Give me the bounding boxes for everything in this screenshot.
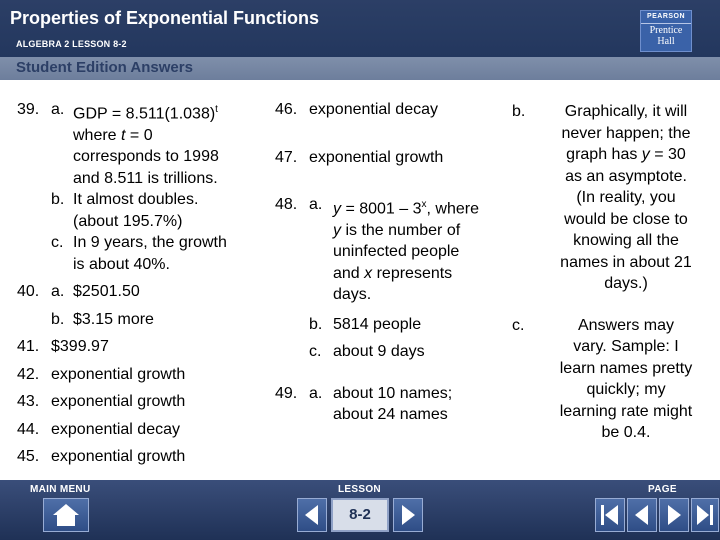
answer-text: learning rate might — [559, 402, 693, 420]
answers-column-2 — [275, 99, 515, 426]
answer-39c — [17, 232, 262, 275]
answer-49a — [275, 383, 515, 426]
answer-45 — [17, 446, 262, 468]
answer-text: exponential growth — [51, 448, 186, 466]
answer-text: (about 195.7%) — [73, 212, 183, 230]
answer-text: exponential decay — [309, 101, 438, 118]
lesson-prev-button[interactable] — [297, 498, 327, 532]
main-menu-label: MAIN MENU — [30, 484, 91, 495]
answer-43 — [17, 391, 262, 413]
answer-text-fragment: GDP = 8.511(1.038) — [73, 105, 216, 123]
answer-text: days. — [333, 286, 372, 304]
footer-nav — [0, 480, 720, 540]
part-letter: a. — [51, 101, 65, 118]
logo-line2: Hall — [657, 36, 675, 47]
answer-text: (In reality, you — [576, 189, 676, 206]
page-label: PAGE — [648, 484, 677, 495]
answer-text-fragment: graph has — [566, 146, 642, 163]
answer-text — [73, 99, 262, 125]
answer-48a — [275, 194, 515, 306]
header-bar — [0, 0, 720, 57]
triangle-right-icon — [660, 499, 688, 531]
section-bar — [0, 57, 720, 80]
page-next-button[interactable] — [659, 498, 689, 532]
skip-first-icon — [596, 499, 624, 531]
part-letter: b. — [51, 191, 65, 209]
answer-text-fragment: = 8001 – 3 — [341, 200, 422, 218]
answer-39 — [17, 99, 262, 275]
answer-text-fragment: , where — [426, 200, 479, 218]
answer-text: as an asymptote. — [565, 167, 687, 185]
page-first-button[interactable] — [595, 498, 625, 532]
answer-40b — [17, 309, 262, 331]
page-title: Properties of Exponential Functions — [10, 8, 320, 28]
answer-40a — [17, 281, 262, 303]
variable: y — [641, 146, 650, 163]
item-number: 42. — [17, 365, 40, 383]
answer-text: is about 40%. — [73, 255, 170, 273]
answer-text-fragment: = 30 — [649, 146, 686, 163]
answer-40 — [17, 281, 262, 330]
answer-text: exponential decay — [51, 420, 180, 438]
part-letter: b. — [512, 103, 526, 120]
answers-column-3 — [512, 101, 712, 444]
answer-text: names in about 21 — [560, 253, 692, 271]
answer-text: It almost doubles. — [73, 191, 199, 209]
logo-line1: Prentice — [649, 25, 683, 36]
part-letter: c. — [309, 343, 322, 361]
answer-text: uninfected people — [333, 243, 460, 261]
part-letter: a. — [309, 196, 323, 213]
answer-text-fragment: is the number of — [341, 221, 461, 239]
answer-text: knowing all the — [573, 232, 679, 249]
answer-text-fragment: and — [333, 264, 365, 282]
item-number: 43. — [17, 393, 40, 411]
section-label: Student Edition Answers — [16, 59, 193, 76]
answer-48c — [275, 341, 515, 363]
answer-text — [540, 144, 712, 166]
answer-46 — [275, 99, 515, 121]
answer-text: be 0.4. — [601, 424, 651, 441]
answer-text: would be close to — [564, 210, 688, 228]
answer-text — [333, 263, 515, 285]
item-number: 45. — [17, 448, 40, 466]
variable: y — [333, 221, 341, 239]
answer-39b — [17, 189, 262, 232]
answer-48b — [275, 314, 515, 336]
item-number: 48. — [275, 196, 298, 213]
answer-text: exponential growth — [51, 365, 186, 383]
item-number: 39. — [17, 101, 40, 118]
answer-text: exponential growth — [51, 393, 186, 411]
logo-name — [641, 25, 691, 47]
answer-text-fragment: where — [73, 126, 122, 144]
answer-text: exponential growth — [309, 148, 444, 166]
answer-text: about 10 names; — [333, 384, 453, 402]
answer-text: about 9 days — [333, 343, 425, 361]
item-number: 40. — [17, 283, 40, 301]
answer-text: never happen; the — [561, 124, 691, 142]
answer-text: $3.15 more — [73, 310, 154, 328]
variable: y — [333, 200, 341, 218]
part-letter: a. — [309, 384, 323, 402]
answer-44 — [17, 419, 262, 441]
lesson-subtitle: ALGEBRA 2 LESSON 8-2 — [16, 39, 127, 49]
triangle-left-icon — [628, 499, 656, 531]
part-letter: c. — [512, 316, 525, 334]
main-menu-button[interactable] — [43, 498, 89, 532]
part-letter: b. — [51, 310, 65, 328]
home-icon — [44, 499, 88, 531]
part-letter: b. — [309, 315, 323, 333]
answer-49b — [512, 101, 712, 295]
answer-text: quickly; my — [586, 381, 666, 398]
answer-text: Answers may — [577, 316, 675, 334]
answer-39a — [17, 99, 262, 189]
answer-text: corresponds to 1998 — [73, 148, 219, 166]
answer-text: days.) — [604, 275, 648, 292]
variable: x — [364, 264, 373, 282]
skip-last-icon — [692, 499, 718, 531]
answer-text — [333, 194, 515, 220]
answer-47 — [275, 147, 515, 169]
lesson-label: LESSON — [338, 484, 381, 495]
answer-text: Graphically, it will — [564, 103, 688, 120]
answer-text: and 8.511 is trillions. — [73, 169, 218, 187]
answer-41 — [17, 336, 262, 358]
answer-text: about 24 names — [333, 406, 448, 424]
logo-brand: PEARSON — [641, 11, 691, 24]
answer-text: learn names pretty — [559, 359, 693, 377]
item-number: 47. — [275, 148, 298, 166]
answer-42 — [17, 364, 262, 386]
answer-text: $2501.50 — [73, 283, 140, 301]
item-number: 41. — [17, 338, 40, 356]
superscript: x — [421, 199, 427, 210]
lesson-next-button[interactable] — [393, 498, 423, 532]
answer-49 — [275, 383, 515, 426]
triangle-right-icon — [394, 499, 422, 531]
answer-49c — [512, 315, 712, 444]
variable: t — [121, 126, 126, 144]
answer-text: 5814 people — [333, 315, 422, 333]
pearson-logo — [640, 10, 692, 52]
page-prev-button[interactable] — [627, 498, 657, 532]
part-letter: a. — [51, 283, 65, 301]
item-number: 49. — [275, 384, 298, 402]
answer-48 — [275, 194, 515, 363]
answer-text — [73, 125, 262, 147]
triangle-left-icon — [298, 499, 326, 531]
page-last-button[interactable] — [691, 498, 719, 532]
item-number: 46. — [275, 101, 298, 118]
answer-text-fragment: represents — [372, 264, 453, 282]
answer-text: $399.97 — [51, 338, 109, 356]
answer-text-fragment: = 0 — [125, 126, 153, 144]
answer-text: vary. Sample: I — [573, 338, 679, 355]
answer-text: In 9 years, the growth — [73, 234, 227, 252]
answer-text — [333, 220, 515, 242]
answers-column-1 — [17, 99, 262, 468]
lesson-number: 8-2 — [331, 498, 389, 532]
item-number: 44. — [17, 420, 40, 438]
superscript: t — [215, 104, 218, 115]
part-letter: c. — [51, 234, 64, 252]
